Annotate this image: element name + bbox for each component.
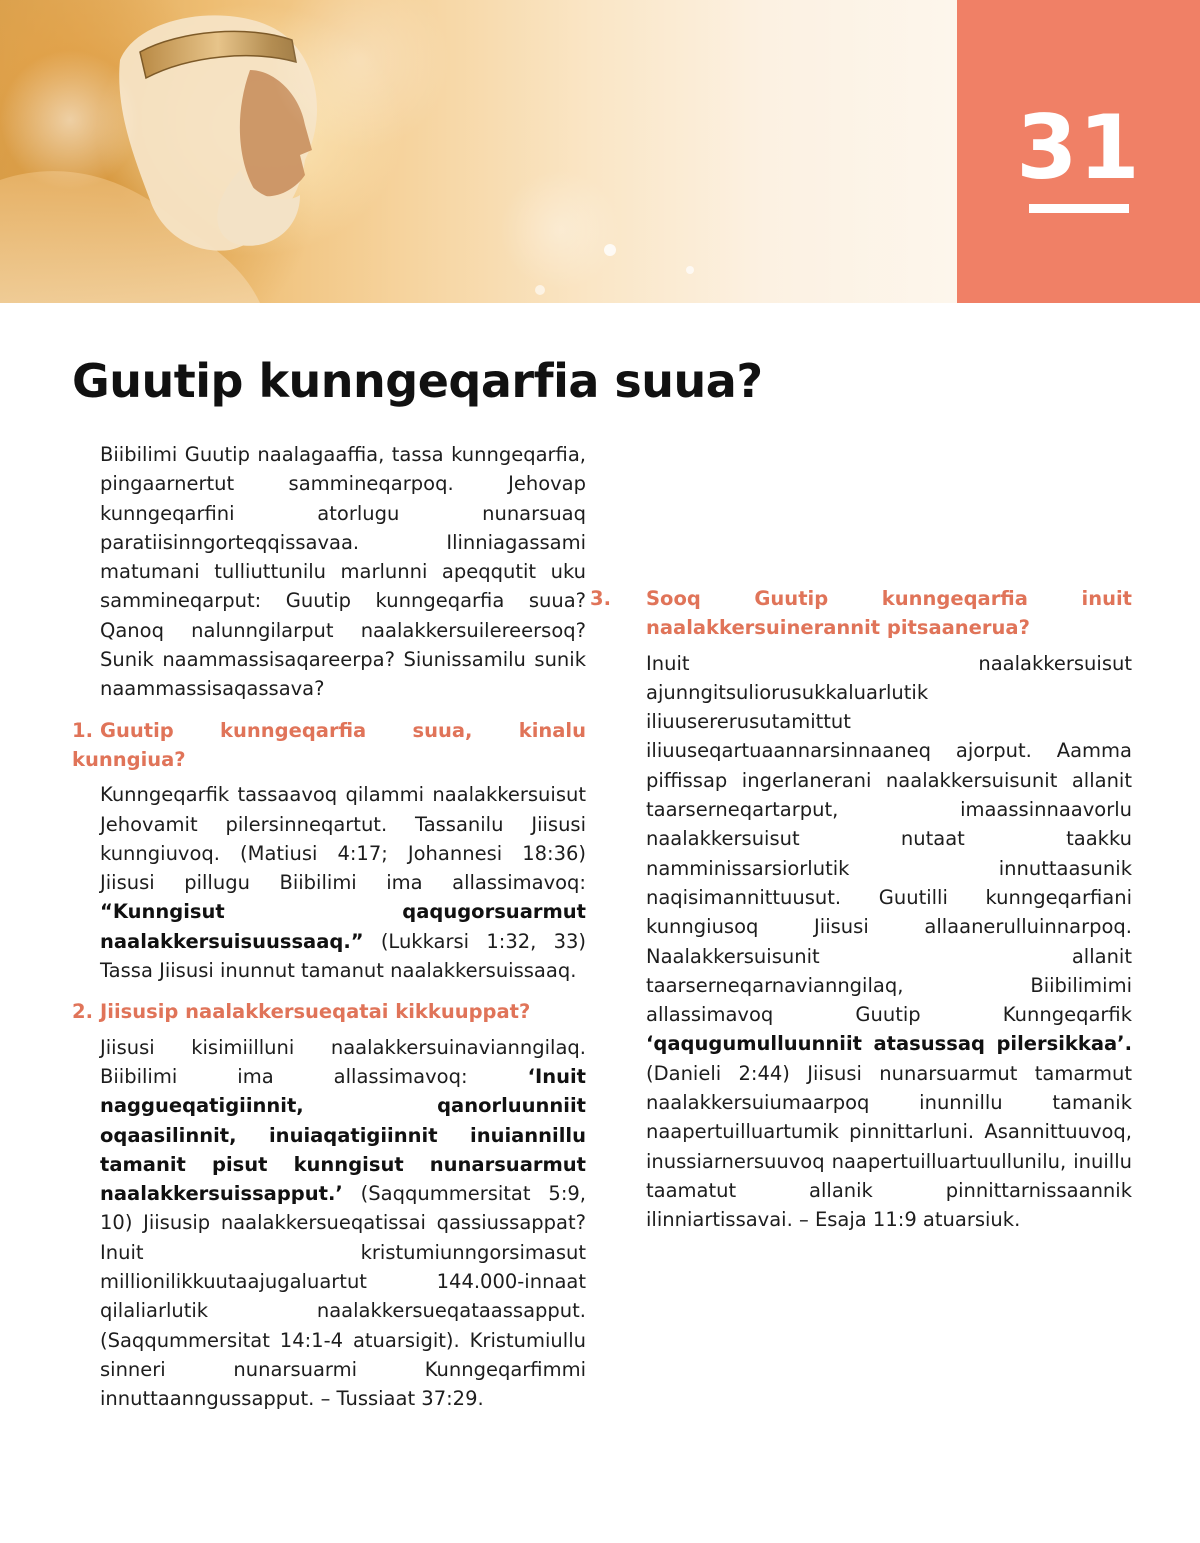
section-1-heading — [72, 716, 586, 775]
section-3-text-b: (Danieli 2:44) Jiisusi nunarsuarmut tamarmut naalakkersuiumaarpoq inunnillu tamanik naapertuilluartumik pinnittarluni. Asannittuuvoq, inussiarnersuuvoq naapertuilluartuullunilu, inuillu taamatut allanik pinnittarnissaannik ilinniartissavai. – Esaja 11:9 atuarsiuk. — [646, 1061, 1132, 1232]
section-1-text-b: (Lukkarsi 1:32, 33) Tassa Jiisusi inunnut tamanut naalakkersuissaaq. — [100, 929, 586, 983]
section-2-text-b: (Saqqummersitat 5:9, 10) Jiisusip naalakkersueqatissai qassiussappat? Inuit kristumiunngorsimasut millionilikkuutaajugaluartut 144.000-innaat qilaliarlutik naalakkersueqataassapput. (Saqqummersitat 14:1-4 atuarsigit). Kristumiullu sinneri nunarsuarmi Kunngeqarfimmi innuttaanngussapput. – Tussiaat 37:29. — [100, 1182, 586, 1411]
section-3-title: Sooq Guutip kunngeqarfia inuit naalakkersuinerannit pitsaanerua? — [646, 587, 1132, 640]
section-2-quote: ‘Inuit naggueqatigiinnit, qanorluunniit oqaasilinnit, inuiaqatigiinnit inuiannillu tamanit pisut kunngisut nunarsuarmut naalakkersuissapput.’ — [100, 1064, 586, 1206]
section-2-heading — [72, 997, 586, 1026]
section-3-text-a: Inuit naalakkersuisut ajunngitsuliorusukkaluarlutik iliuusererusutamittut iliuuseqartuaannarsinnaaneq ajorput. Aamma piffissap ingerlanerani naalakkersuisunit allanit taarserneqartarput, imaassinnaavorlu naalakkersuisut nutaat taakku namminissarsiorlutik innuttaasunik naqisimannittuusut. Guutilli kunngeqarfiani kunngiusoq Jiisusi allaanerulluinnarpoq. Naalakkersuisunit allanit taarserneqarnavianngilaq, Biibilimimi allassimavoq Guutip Kunngeqarfik — [646, 651, 1132, 1027]
section-3-heading — [590, 584, 1132, 643]
section-1-number: 1. — [72, 718, 93, 742]
right-column — [590, 440, 1132, 1235]
king-illustration — [0, 0, 957, 303]
intro-paragraph: Biibilimi Guutip naalagaaffia, tassa kunngeqarfia, pingaarnertut sammineqarpoq. Jehovap kunngeqarfini atorlugu nunarsuaq paratiisinngorteqqissavaa. Ilinniagassami matumani tulliuttunilu marlunni apeqqutit uku sammineqarput: Guutip kunngeqarfia suua? Qanoq nalunngilarput naalakkersuilereersoq? Sunik naammassisaqareerpa? Siunissamilu sunik naammassisaqassava? — [100, 443, 586, 701]
section-2-title: Jiisusip naalakkersueqatai kikkuuppat? — [100, 1000, 531, 1024]
section-3-number: 3. — [590, 587, 611, 610]
section-3-quote: ‘qaqugumulluunniit atasussaq pilersikkaa’. — [646, 1032, 1132, 1056]
section-3-body — [618, 649, 1132, 1235]
section-1-quote: “Kunngisut qaqugorsuarmut naalakkersuisuussaaq.” — [100, 900, 586, 953]
chapter-underline — [1029, 204, 1129, 213]
section-1-text-a: Kunngeqarfik tassaavoq qilammi naalakkersuisut Jehovamit pilersinneqartut. Tassanilu Jiisusi kunngiuvoq. (Matiusi 4:17; Johannesi 18:36) Jiisusi pillugu Biibilimi ima allassimavoq: — [100, 783, 586, 895]
page-title: Guutip kunngeqarfia suua? — [72, 354, 763, 408]
section-1-body — [72, 780, 586, 985]
header-illustration — [0, 0, 957, 303]
section-2-number: 2. — [72, 1000, 93, 1024]
chapter-badge — [957, 0, 1200, 303]
chapter-number: 31 — [1016, 96, 1141, 199]
section-2-text-a: Jiisusi kisimiilluni naalakkersuinavianngilaq. Biibilimi ima allassimavoq: — [100, 1035, 586, 1088]
section-1-title: Guutip kunngeqarfia suua, kinalu kunngiua? — [72, 718, 586, 771]
section-2-body — [72, 1033, 586, 1414]
left-column — [72, 440, 586, 1414]
